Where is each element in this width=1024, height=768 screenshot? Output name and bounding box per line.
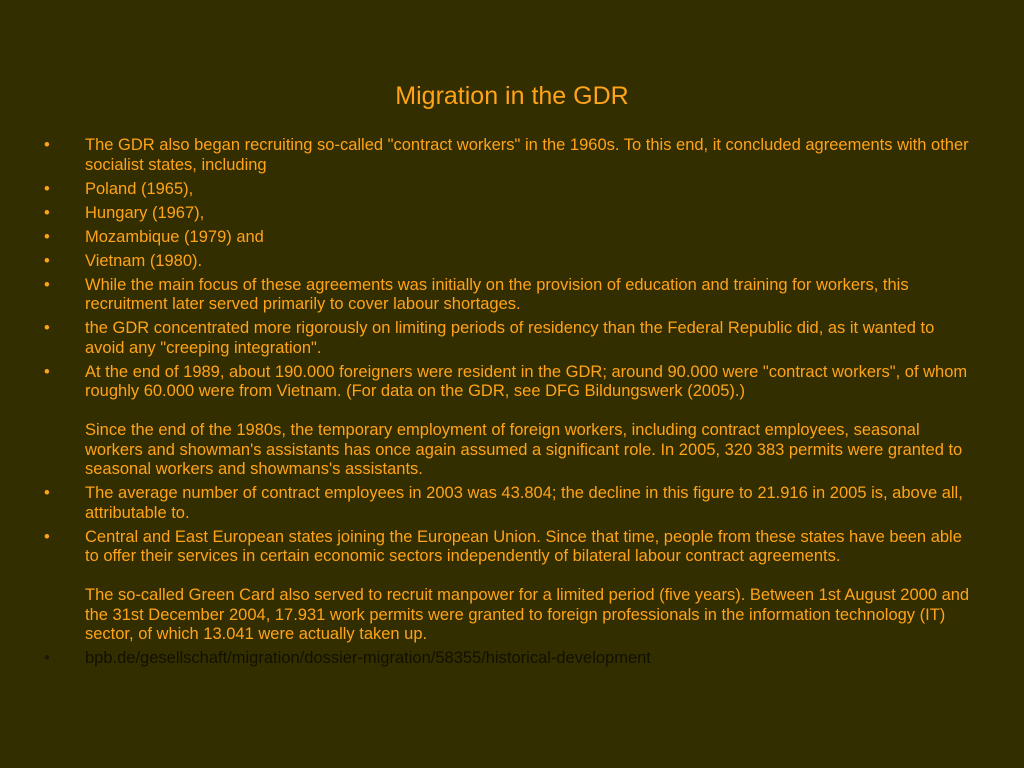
bullet-text: • At the end of 1989, about 190.000 foreigners were resident in the GDR; around 90.000 were "contract workers", of whom roughly 60.000 were from Vietnam. (For data on the GDR, see DFG Bildungswerk (2005).) [85, 362, 968, 400]
bullet-item [44, 276, 974, 315]
bullet-item [44, 136, 974, 175]
bullet-text: • Vietnam (1980). [85, 251, 203, 270]
bullet-item [44, 363, 974, 480]
bullet-item [44, 228, 974, 248]
bullet-item [44, 319, 974, 358]
bullet-item [44, 180, 974, 200]
slide-title: Migration in the GDR [395, 82, 629, 110]
bullet-text: • While the main focus of these agreements was initially on the provision of education and training for workers, this recruitment later served primarily to cover labour shortages. [85, 275, 909, 313]
bullet-text: • Central and East European states joining the European Union. Since that time, people from these states have been able to offer their services in certain economic sectors independently of bilateral labour contract agreements. [85, 527, 962, 565]
bullet-text: • The GDR also began recruiting so-called "contract workers" in the 1960s. To this end, it concluded agreements with other socialist states, including [85, 136, 969, 174]
bullet-list [44, 136, 974, 673]
bullet-text: • Mozambique (1979) and [85, 227, 264, 246]
bullet-item [44, 252, 974, 272]
bullet-item [44, 528, 974, 645]
bullet-continuation-text: The so-called Green Card also served to recruit manpower for a limited period (five years). Between 1st August 2000 and the 31st December 2004, 17.931 work permits were granted to foreign professionals in the information technology (IT) sector, of which 13.041 were actually taken up. [85, 586, 970, 643]
bullet-item-source [44, 649, 974, 669]
bullet-continuation-text: Since the end of the 1980s, the temporary employment of foreign workers, including contract employees, seasonal workers and showman's assistants has once again assumed a significant role. In 2005, 320 383 permits were granted to seasonal workers and showmans's assistants. [85, 421, 963, 478]
bullet-text: • Hungary (1967), [85, 203, 205, 222]
bullet-text: • Poland (1965), [85, 179, 194, 198]
bullet-item [44, 484, 974, 523]
bullet-item [44, 204, 974, 224]
bullet-text: • the GDR concentrated more rigorously on limiting periods of residency than the Federal Republic did, as it wanted to avoid any "creeping integration". [85, 319, 935, 357]
source-link[interactable]: • bpb.de/gesellschaft/migration/dossier-migration/58355/historical-development [85, 649, 651, 667]
bullet-text: • The average number of contract employees in 2003 was 43.804; the decline in this figure to 21.916 in 2005 is, above all, attributable to. [85, 484, 963, 522]
